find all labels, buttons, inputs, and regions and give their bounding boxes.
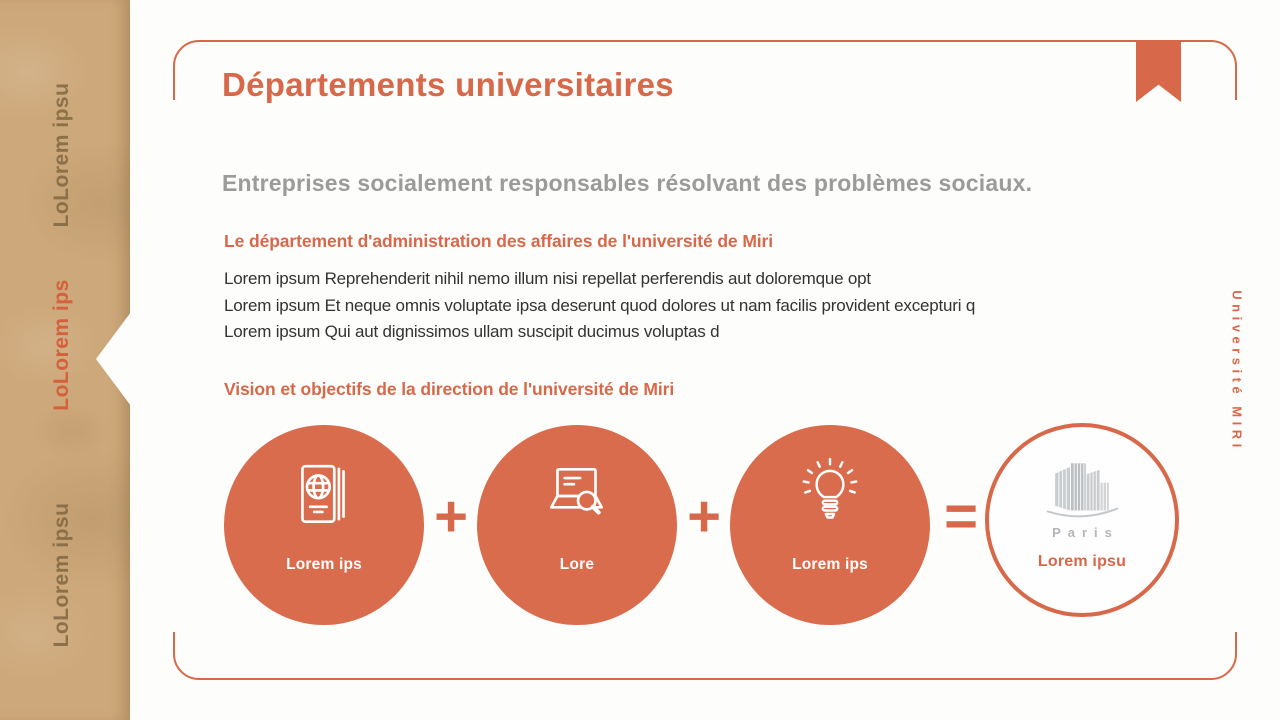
laptop-search-icon: [540, 458, 614, 532]
sidebar-item-top: LoLorem ipsu: [50, 82, 73, 228]
plus-operator: +: [434, 484, 468, 549]
body-line: Lorem ipsum Reprehenderit nihil nemo illum nisi repellat perferendis aut doloremque opt: [224, 269, 871, 288]
buildings-logo: [1027, 455, 1137, 529]
formula-step-label: Lore: [559, 556, 595, 573]
university-vertical-label: Université MIRI: [1229, 290, 1245, 452]
body-line: Lorem ipsum Qui aut dignissimos ullam suscipit ducimus voluptas d: [224, 322, 720, 341]
formula-step-3: [730, 425, 930, 625]
logo-wordmark: Paris: [1052, 525, 1119, 540]
subtitle: Entreprises socialement responsables résolvant des problèmes sociaux.: [222, 170, 1033, 196]
formula-result-label: Lorem ipsu: [1037, 553, 1127, 570]
body-line: Lorem ipsum Et neque omnis voluptate ipsa deserunt quod dolores ut nam facilis provident excepturi q: [224, 295, 976, 315]
formula-step-label: Lorem ips: [792, 556, 868, 573]
border-gap-left: [171, 100, 179, 632]
section2-heading: Vision et objectifs de la direction de l'université de Miri: [224, 379, 675, 399]
passport-icon: [287, 458, 361, 532]
formula-step-2: [477, 425, 677, 625]
formula-result: [985, 423, 1179, 617]
formula-step-1: [224, 425, 424, 625]
body-paragraph: [224, 266, 1184, 346]
equals-operator: =: [944, 484, 978, 549]
page-title: Départements universitaires: [222, 66, 674, 103]
plus-operator: +: [687, 484, 721, 549]
sidebar-item-bottom: LoLorem ipsu: [50, 502, 73, 648]
sidebar-item-active: LoLorem ips: [50, 279, 73, 411]
formula-step-label: Lorem ips: [286, 556, 362, 573]
section1-heading: Le département d'administration des affaires de l'université de Miri: [224, 231, 774, 251]
lightbulb-icon: [791, 455, 869, 533]
